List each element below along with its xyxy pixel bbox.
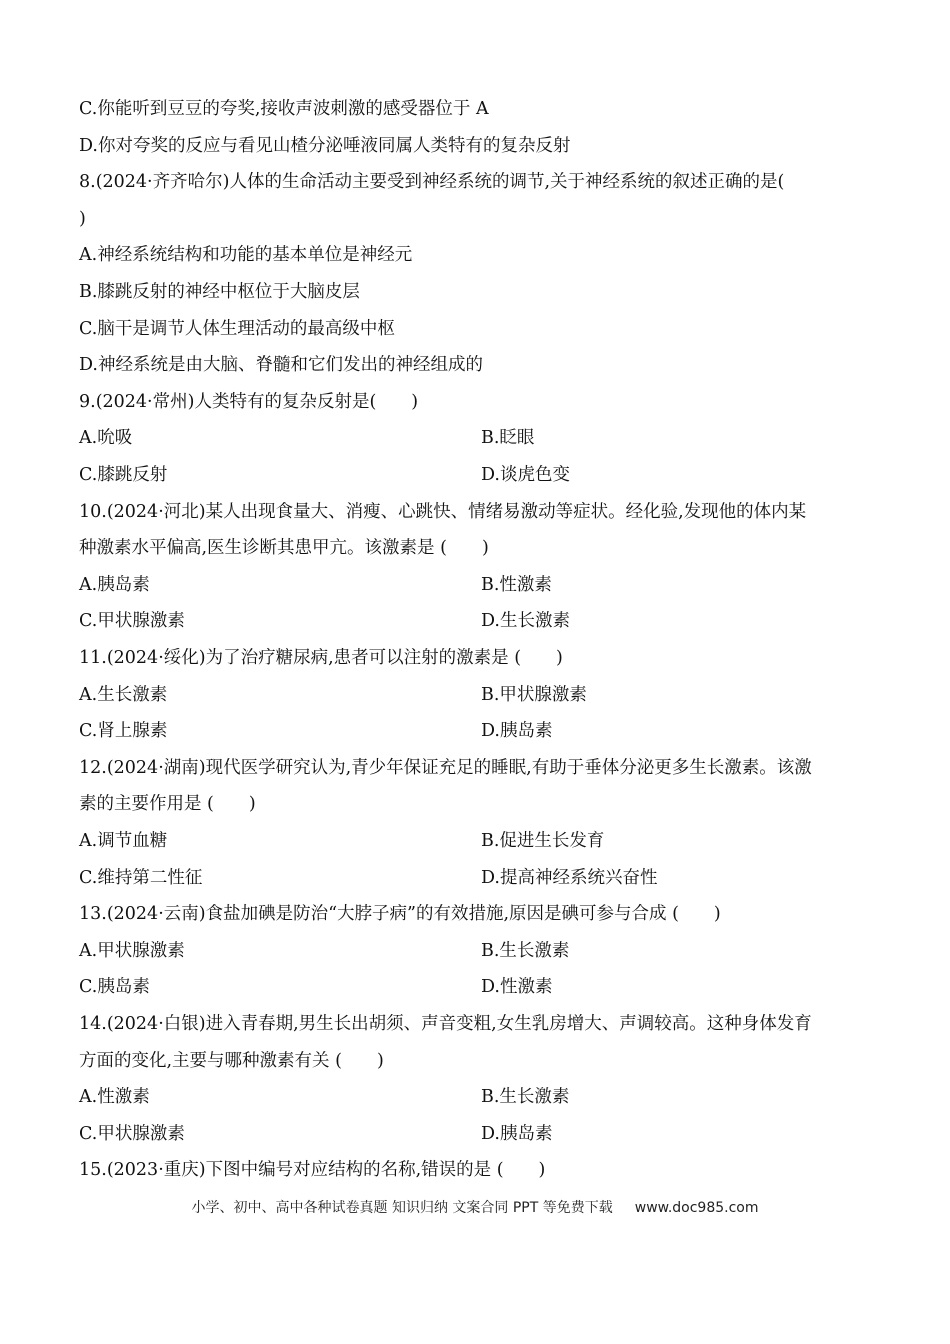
text-line: A.生长激素 xyxy=(79,685,168,705)
text-line: 方面的变化,主要与哪种激素有关 ( ) xyxy=(79,1051,384,1071)
text-line: A.吮吸 xyxy=(79,428,133,448)
text-line: B.膝跳反射的神经中枢位于大脑皮层 xyxy=(79,282,360,302)
text-line: A.胰岛素 xyxy=(79,575,150,595)
option-text: B.眨眼 xyxy=(481,428,535,448)
option-text: D.生长激素 xyxy=(481,611,570,631)
text-line: C.胰岛素 xyxy=(79,977,150,997)
text-line: C.膝跳反射 xyxy=(79,465,168,485)
option-text: B.生长激素 xyxy=(481,1087,570,1107)
option-text: B.促进生长发育 xyxy=(481,831,605,851)
option-text: D.胰岛素 xyxy=(481,1124,553,1144)
text-line: 9.(2024·常州)人类特有的复杂反射是( ) xyxy=(79,392,419,412)
option-text: B.甲状腺激素 xyxy=(481,685,587,705)
text-line: 13.(2024·云南)食盐加碘是防治“大脖子病”的有效措施,原因是碘可参与合成 ( ) xyxy=(79,904,721,924)
text-line: C.肾上腺素 xyxy=(79,721,168,741)
text-line: 14.(2024·白银)进入青春期,男生长出胡须、声音变粗,女生乳房增大、声调较高。这种身体发育 xyxy=(79,1014,812,1034)
option-text: D.胰岛素 xyxy=(481,721,553,741)
option-text: D.谈虎色变 xyxy=(481,465,570,485)
footer-text: 小学、初中、高中各种试卷真题 知识归纳 文案合同 PPT 等免费下载 xyxy=(191,1200,613,1216)
text-line: 8.(2024·齐齐哈尔)人体的生命活动主要受到神经系统的调节,关于神经系统的叙述正确的是( xyxy=(79,172,785,192)
text-line: A.性激素 xyxy=(79,1087,150,1107)
text-line: D.神经系统是由大脑、脊髓和它们发出的神经组成的 xyxy=(79,355,483,375)
text-line: 15.(2023·重庆)下图中编号对应结构的名称,错误的是 ( ) xyxy=(79,1160,546,1180)
text-line: C.甲状腺激素 xyxy=(79,1124,185,1144)
text-line: D.你对夸奖的反应与看见山楂分泌唾液同属人类特有的复杂反射 xyxy=(79,136,571,156)
text-line: 10.(2024·河北)某人出现食量大、消瘦、心跳快、情绪易激动等症状。经化验,发现他的体内某 xyxy=(79,502,807,522)
text-line: 种激素水平偏高,医生诊断其患甲亢。该激素是 ( ) xyxy=(79,538,489,558)
footer-link[interactable]: www.doc985.com xyxy=(634,1200,759,1216)
text-line: C.脑干是调节人体生理活动的最高级中枢 xyxy=(79,319,395,339)
text-line: C.你能听到豆豆的夸奖,接收声波刺激的感受器位于 A xyxy=(79,99,489,119)
text-line: 12.(2024·湖南)现代医学研究认为,青少年保证充足的睡眠,有助于垂体分泌更多生长激素。该激 xyxy=(79,758,812,778)
text-line: A.神经系统结构和功能的基本单位是神经元 xyxy=(79,245,413,265)
option-text: D.性激素 xyxy=(481,977,553,997)
text-line: C.甲状腺激素 xyxy=(79,611,185,631)
text-line: A.调节血糖 xyxy=(79,831,168,851)
text-line: 素的主要作用是 ( ) xyxy=(79,794,256,814)
text-line: 11.(2024·绥化)为了治疗糖尿病,患者可以注射的激素是 ( ) xyxy=(79,648,563,668)
option-text: D.提高神经系统兴奋性 xyxy=(481,868,658,888)
option-text: B.生长激素 xyxy=(481,941,570,961)
text-line: A.甲状腺激素 xyxy=(79,941,185,961)
option-text: B.性激素 xyxy=(481,575,552,595)
text-line: C.维持第二性征 xyxy=(79,868,203,888)
text-line: ) xyxy=(79,209,86,229)
page-footer xyxy=(0,1197,950,1217)
